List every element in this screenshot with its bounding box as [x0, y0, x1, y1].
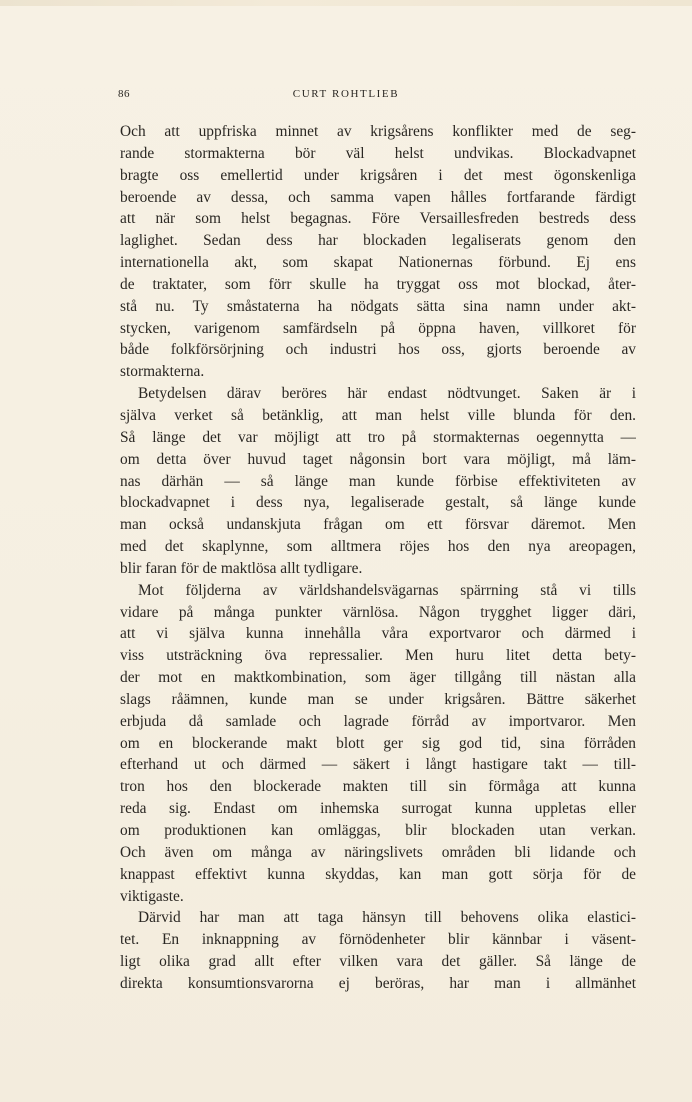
text-line: ligt olika grad allt efter vilken vara det gäller. Så länge de — [120, 953, 636, 971]
text-line: nas därhän — så länge man kunde förbise effektiviteten av — [120, 472, 636, 490]
text-line: att när som helst begagnas. Före Versaillesfreden bestreds dess — [120, 210, 636, 228]
text-line: reda sig. Endast om inhemska surrogat kunna uppletas eller — [120, 800, 636, 818]
text-line: laglighet. Sedan dess har blockaden legaliserats genom den — [120, 232, 636, 250]
paragraph — [120, 121, 636, 383]
text-line: vidare på många punkter värnlösa. Någon trygghet ligger däri, — [120, 603, 636, 621]
text-line: rande stormakterna bör väl helst undvikas. Blockadvapnet — [120, 144, 636, 162]
text-line: internationella akt, som skapat Nationernas förbund. Ej ens — [120, 254, 636, 272]
text-line: Och att uppfriska minnet av krigsårens konflikter med de seg- — [120, 123, 636, 140]
text-line: der mot en maktkombination, som äger tillgång till nästan alla — [120, 669, 636, 687]
text-line: stycken, varigenom samfärdseln på öppna haven, villkoret för — [120, 319, 636, 337]
text-line: bragte oss emellertid under krigsåren i det mest ögonskenliga — [120, 166, 636, 184]
text-line: själva verket så betänklig, att man helst ville blunda för den. — [120, 406, 636, 424]
text-line: både folkförsörjning och industri hos oss, gjorts beroende av — [120, 341, 636, 359]
text-line: om detta över huvud taget någonsin bort vara möjligt, må läm- — [120, 450, 636, 468]
text-line: knappast effektivt kunna skyddas, kan man gott sörja för de — [120, 865, 636, 883]
text-line: direkta konsumtionsvarorna ej beröras, har man i allmänhet — [120, 974, 636, 992]
text-line: att vi själva kunna innehålla våra exportvaror och därmed i — [120, 625, 636, 643]
text-line: efterhand ut och därmed — säkert i långt hastigare takt — till- — [120, 756, 636, 774]
paragraph — [120, 383, 636, 580]
page-number: 86 — [118, 88, 130, 100]
running-head: CURT ROHTLIEB — [292, 88, 400, 100]
text-line: Därvid har man att taga hänsyn till behovens olika elastici- — [138, 909, 636, 927]
paragraph — [120, 580, 636, 908]
text-line: Mot följderna av världshandelsvägarnas spärrning stå vi tills — [138, 581, 636, 599]
text-line: erbjuda då samlade och lagrade förråd av importvaror. Men — [120, 712, 636, 730]
text-line: blockadvapnet i dess nya, legaliserade gestalt, så länge kunde — [120, 494, 636, 512]
text-line: beroende av dessa, och samma vapen hålles fortfarande färdigt — [120, 188, 636, 206]
text-line: tet. En inknappning av förnödenheter blir kännbar i väsent- — [120, 931, 636, 949]
text-line: blir faran för de maktlösa allt tydligare. — [120, 559, 363, 577]
text-line: Och även om många av näringslivets områden bli lidande och — [120, 843, 636, 861]
text-line: om en blockerande makt blott ger sig god tid, sina förråden — [120, 734, 636, 752]
text-line: tron hos den blockerade makten till sin förmåga att kunna — [120, 778, 636, 796]
text-line: Betydelsen därav beröres här endast nödtvunget. Saken är i — [138, 385, 636, 403]
text-line: om produktionen kan omläggas, blir blockaden utan verkan. — [120, 822, 636, 839]
text-line: man också undanskjuta frågan om ett försvar däremot. Men — [120, 516, 636, 534]
text-line: de traktater, som förr skulle ha tryggat oss mot blockad, åter- — [120, 275, 636, 293]
text-line: stormakterna. — [120, 363, 205, 381]
paragraph — [120, 907, 636, 994]
text-line: stå nu. Ty småstaterna ha nödgats sätta sina namn under akt- — [120, 297, 636, 315]
text-line: viss utsträckning öva repressalier. Men huru litet detta bety- — [120, 647, 636, 665]
text-line: Så länge det var möjligt att tro på stormakternas oegennytta — — [120, 428, 636, 446]
body-text — [120, 121, 636, 995]
text-line: med det skaplynne, som alltmera röjes hos den nya areopagen, — [120, 538, 636, 556]
text-line: viktigaste. — [120, 887, 184, 905]
page-edge — [0, 0, 692, 6]
page-header — [0, 88, 692, 106]
text-line: slags råämnen, kunde man se under krigsåren. Bättre säkerhet — [120, 690, 636, 708]
